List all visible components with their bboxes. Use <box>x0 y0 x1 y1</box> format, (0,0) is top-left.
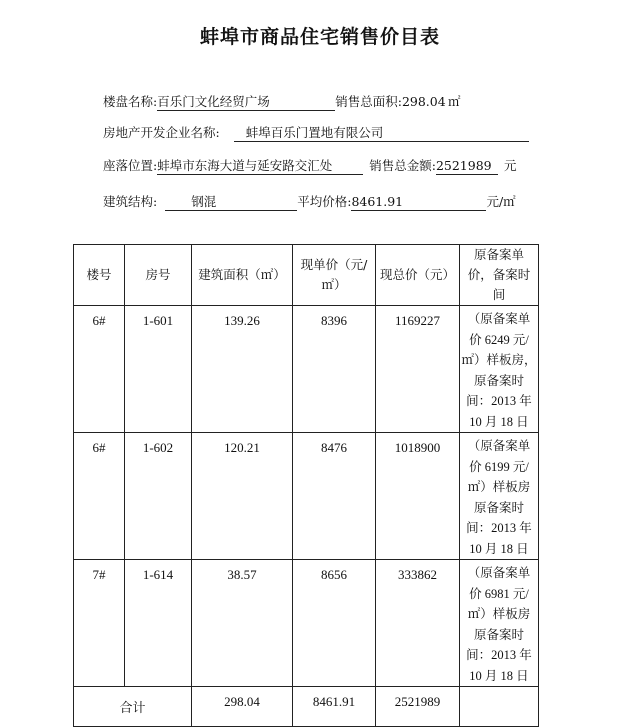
header-total: 现总价（元） <box>376 245 460 306</box>
header-building: 楼号 <box>74 245 125 306</box>
project-label: 楼盘名称: <box>103 94 158 109</box>
cell-remark: （原备案单 价 6249 元/ ㎡）样板房， 原备案时 间：2013 年 10 月 18 日 <box>460 306 539 433</box>
price-table <box>73 244 539 727</box>
cell-total: 1018900 <box>376 433 460 560</box>
info-row-developer <box>103 123 529 142</box>
table-row <box>74 433 539 560</box>
avg-price-unit: 元/㎡ <box>486 194 516 209</box>
header-room: 房号 <box>125 245 192 306</box>
header-unit-price: 现单价（元/ ㎡） <box>293 245 376 306</box>
developer-label: 房地产开发企业名称: <box>103 125 220 140</box>
total-unit-price: 8461.91 <box>293 687 376 727</box>
total-amount: 2521989 <box>376 687 460 727</box>
cell-total: 1169227 <box>376 306 460 433</box>
cell-area: 38.57 <box>192 560 293 687</box>
sale-area-value: 298.04 <box>401 94 446 109</box>
total-area: 298.04 <box>192 687 293 727</box>
cell-area: 120.21 <box>192 433 293 560</box>
sale-area-unit: ㎡ <box>447 94 461 109</box>
cell-remark: （原备案单 价 6981 元/ ㎡）样板房 原备案时 间：2013 年 10 月 18 日 <box>460 560 539 687</box>
info-row-structure <box>103 192 516 211</box>
cell-unit-price: 8476 <box>293 433 376 560</box>
cell-area: 139.26 <box>192 306 293 433</box>
cell-building: 6# <box>74 306 125 433</box>
cell-total: 333862 <box>376 560 460 687</box>
sale-amount-label: 销售总金额: <box>369 158 436 173</box>
cell-unit-price: 8656 <box>293 560 376 687</box>
info-row-project <box>103 92 460 111</box>
project-value: 百乐门文化经贸广场 <box>157 94 335 111</box>
cell-building: 6# <box>74 433 125 560</box>
page-title: 蚌埠市商品住宅销售价目表 <box>199 26 440 48</box>
avg-price-value: 8461.91 <box>351 194 486 211</box>
developer-value: 蚌埠百乐门置地有限公司 <box>234 125 529 142</box>
info-row-location <box>103 156 516 175</box>
structure-label: 建筑结构: <box>103 194 158 209</box>
location-label: 座落位置: <box>103 158 158 173</box>
table-row <box>74 560 539 687</box>
cell-remark: （原备案单 价 6199 元/ ㎡）样板房 原备案时 间：2013 年 10 月 18 日 <box>460 433 539 560</box>
table-total-row <box>74 687 539 727</box>
table-header-row <box>74 245 539 306</box>
sale-amount-unit: 元 <box>503 158 517 173</box>
avg-price-label: 平均价格: <box>297 194 352 209</box>
cell-room: 1-614 <box>125 560 192 687</box>
header-area: 建筑面积（㎡） <box>192 245 293 306</box>
sale-amount-value: 2521989 <box>436 158 498 175</box>
cell-room: 1-601 <box>125 306 192 433</box>
cell-room: 1-602 <box>125 433 192 560</box>
header-remark: 原备案单 价，备案时 间 <box>460 245 539 306</box>
location-value: 蚌埠市东海大道与延安路交汇处 <box>157 158 363 175</box>
total-remark <box>460 687 539 727</box>
table-row <box>74 306 539 433</box>
cell-unit-price: 8396 <box>293 306 376 433</box>
sale-area-label: 销售总面积: <box>335 94 402 109</box>
structure-value: 钢混 <box>165 194 297 211</box>
cell-building: 7# <box>74 560 125 687</box>
total-label: 合计 <box>74 687 192 727</box>
